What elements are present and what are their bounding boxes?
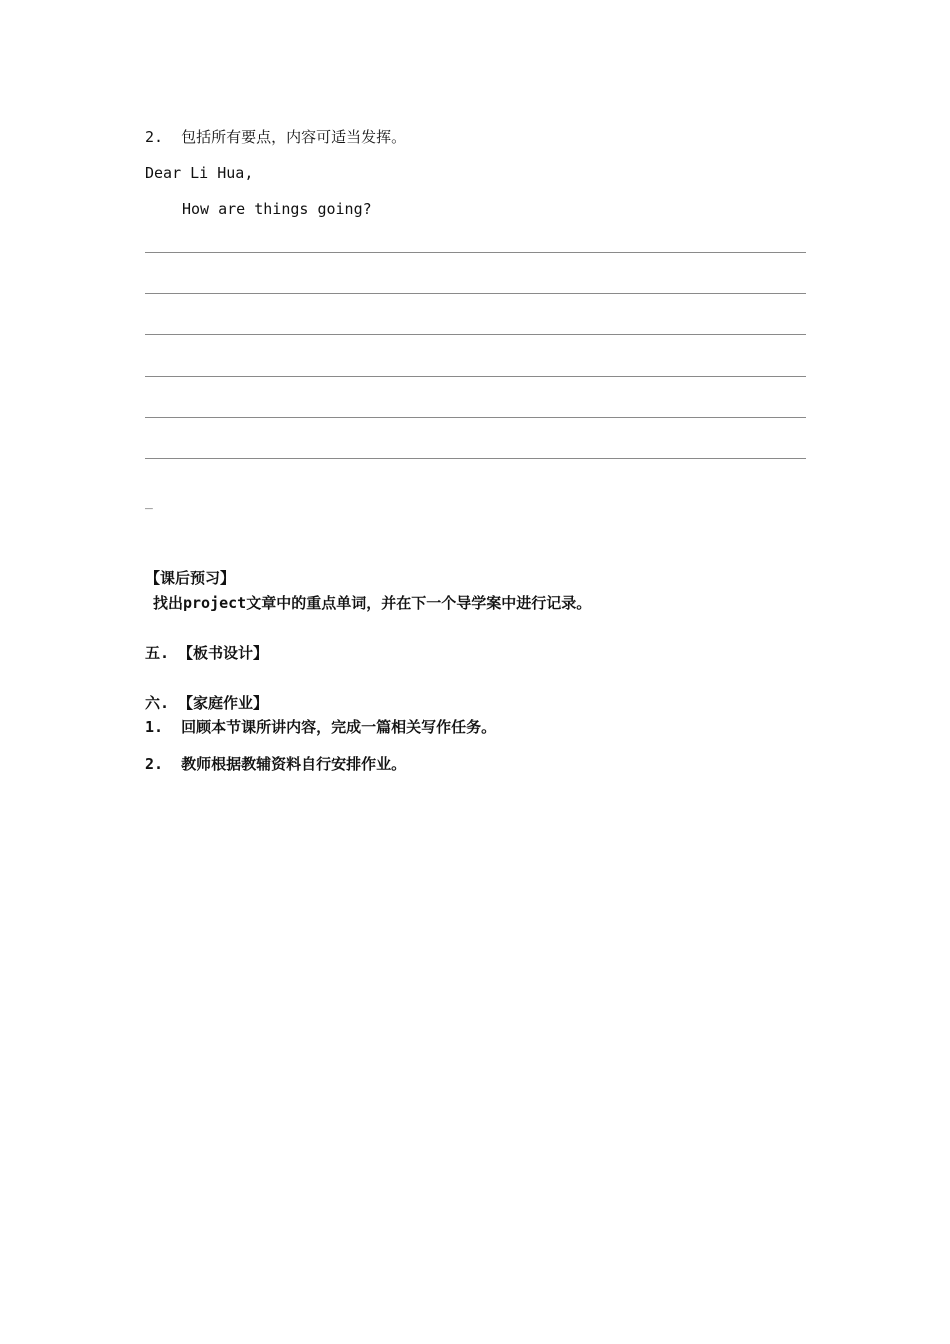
writing-line-5 <box>145 417 806 418</box>
board-design-heading: 五. 【板书设计】 <box>145 644 269 662</box>
writing-line-4 <box>145 376 806 377</box>
writing-line-6 <box>145 458 806 459</box>
after-class-preview-content: 找出project文章中的重点单词，并在下一个导学案中进行记录。 <box>153 594 592 612</box>
writing-line-1 <box>145 252 806 253</box>
after-class-preview-heading: 【课后预习】 <box>145 569 236 587</box>
writing-instruction: 2. 包括所有要点，内容可适当发挥。 <box>145 128 407 146</box>
homework-item-2: 2. 教师根据教辅资料自行安排作业。 <box>145 755 407 773</box>
writing-line-2 <box>145 293 806 294</box>
letter-salutation: Dear Li Hua, <box>145 164 254 182</box>
homework-heading: 六. 【家庭作业】 <box>145 694 269 712</box>
writing-line-3 <box>145 334 806 335</box>
trailing-dash: _ <box>145 495 153 510</box>
homework-item-1: 1. 回顾本节课所讲内容，完成一篇相关写作任务。 <box>145 718 497 736</box>
letter-opening-line: How are things going? <box>182 200 372 218</box>
